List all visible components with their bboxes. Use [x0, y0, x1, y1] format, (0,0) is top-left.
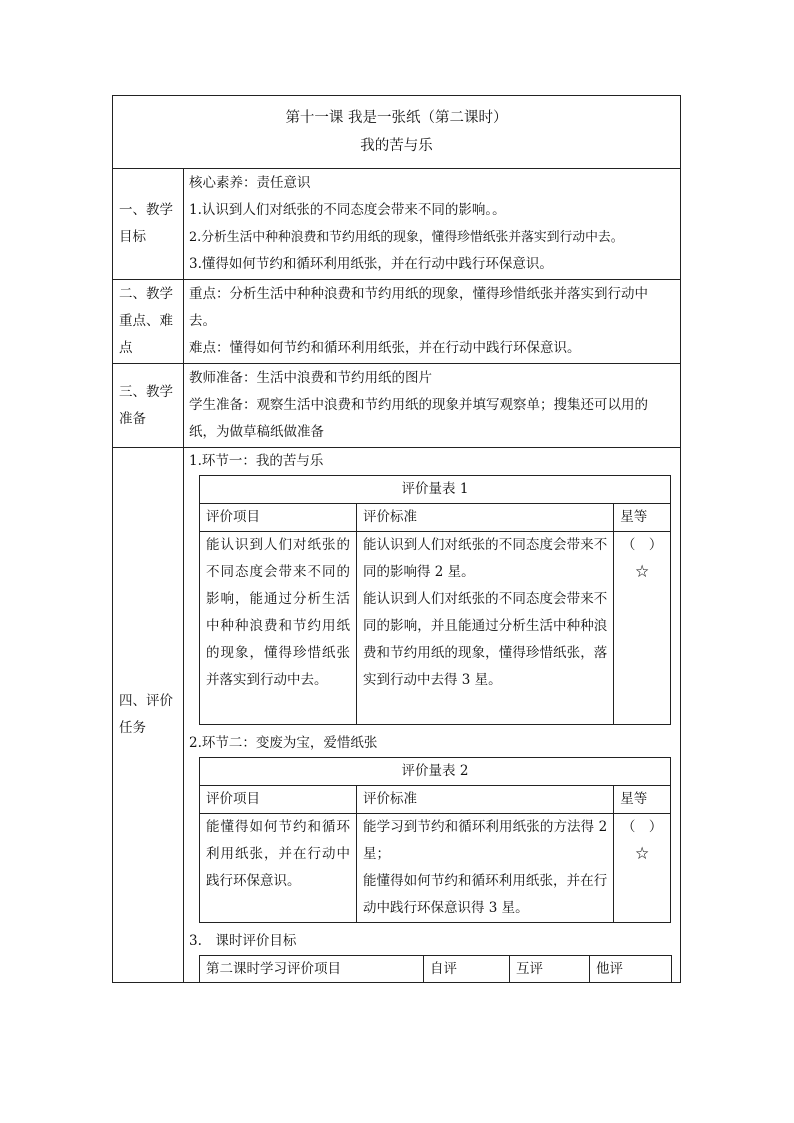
- rubric-1-caption: 评价量表 1: [200, 476, 671, 504]
- evaluation-tasks-label: 四、评价任务: [113, 448, 184, 983]
- rubric-2-item: 能懂得如何节约和循环利用纸张，并在行动中践行环保意识。: [200, 814, 357, 923]
- self-eval-header: 自评: [424, 956, 510, 983]
- peer-eval-header: 互评: [510, 956, 590, 983]
- other-eval-header: 他评: [590, 956, 672, 983]
- key-point: 重点：分析生活中种种浪费和节约用纸的现象，懂得珍惜纸张并落实到行动中去。: [189, 286, 648, 329]
- rubric-1-criteria-3-star: 能认识到人们对纸张的不同态度会带来不同的影响，并且能通过分析生活中种种浪费和节约用纸的现象，懂得珍惜纸张，落实到行动中去得 3 星。: [362, 591, 608, 688]
- core-literacy-line: 核心素养：责任意识: [189, 175, 311, 191]
- rubric-2-header-criteria: 评价标准: [356, 786, 613, 814]
- rubric-2-star-rating: （ ）☆: [614, 814, 671, 923]
- student-preparation: 学生准备：观察生活中浪费和节约用纸的现象并填写观察单；搜集还可以用的纸，为做草稿纸做准备: [189, 397, 648, 440]
- rubric-1-header-stars: 星等: [614, 504, 671, 532]
- difficult-point: 难点：懂得如何节约和循环利用纸张，并在行动中践行环保意识。: [189, 340, 581, 356]
- objective-3: 3.懂得如何节约和循环利用纸张，并在行动中践行环保意识。: [189, 256, 553, 272]
- evaluation-tasks-content: [184, 448, 681, 983]
- objective-2: 2.分析生活中种种浪费和节约用纸的现象，懂得珍惜纸张并落实到行动中去。: [189, 230, 624, 245]
- rubric-table-1: [199, 475, 671, 725]
- lesson-evaluation-table: [199, 955, 672, 982]
- lesson-header: [113, 96, 681, 169]
- preparation-content: [184, 364, 681, 448]
- preparation-label: 三、教学准备: [113, 364, 184, 448]
- rubric-2-criteria-2-star: 能学习到节约和循环利用纸张的方法得 2 星；: [362, 819, 608, 862]
- objectives-label: 一、教学目标: [113, 169, 184, 280]
- rubric-1-criteria: [356, 532, 613, 725]
- lesson-plan-table: [112, 95, 681, 983]
- eval-item-header: 第二课时学习评价项目: [200, 956, 424, 983]
- rubric-2-header-item: 评价项目: [200, 786, 357, 814]
- rubric-2-criteria-3-star: 能懂得如何节约和循环利用纸张，并在行动中践行环保意识得 3 星。: [362, 873, 608, 916]
- rubric-1-criteria-2-star: 能认识到人们对纸张的不同态度会带来不同的影响得 2 星。: [362, 537, 608, 580]
- rubric-2-caption: 评价量表 2: [200, 758, 671, 786]
- key-points-label: 二、教学重点、难点: [113, 280, 184, 364]
- rubric-1-star-rating: （ ）☆: [614, 532, 671, 725]
- key-points-content: [184, 280, 681, 364]
- section-1-title: 1.环节一：我的苦与乐: [189, 453, 324, 469]
- rubric-1-header-item: 评价项目: [200, 504, 357, 532]
- objectives-content: [184, 169, 681, 280]
- rubric-1-item: 能认识到人们对纸张的不同态度会带来不同的影响，能通过分析生活中种种浪费和节约用纸的现象，懂得珍惜纸张并落实到行动中去。: [200, 532, 357, 725]
- rubric-2-criteria: [356, 814, 613, 923]
- rubric-2-header-stars: 星等: [614, 786, 671, 814]
- lesson-subtitle: 我的苦与乐: [360, 138, 433, 154]
- rubric-1-header-criteria: 评价标准: [356, 504, 613, 532]
- lesson-title: 第十一课 我是一张纸（第二课时）: [285, 110, 508, 126]
- objective-1: 1.认识到人们对纸张的不同态度会带来不同的影响。。: [189, 202, 506, 218]
- teacher-preparation: 教师准备：生活中浪费和节约用纸的图片: [189, 370, 432, 386]
- rubric-table-2: [199, 757, 671, 923]
- section-3-title: 3. 课时评价目标: [189, 933, 297, 949]
- section-2-title: 2.环节二：变废为宝，爱惜纸张: [189, 735, 378, 751]
